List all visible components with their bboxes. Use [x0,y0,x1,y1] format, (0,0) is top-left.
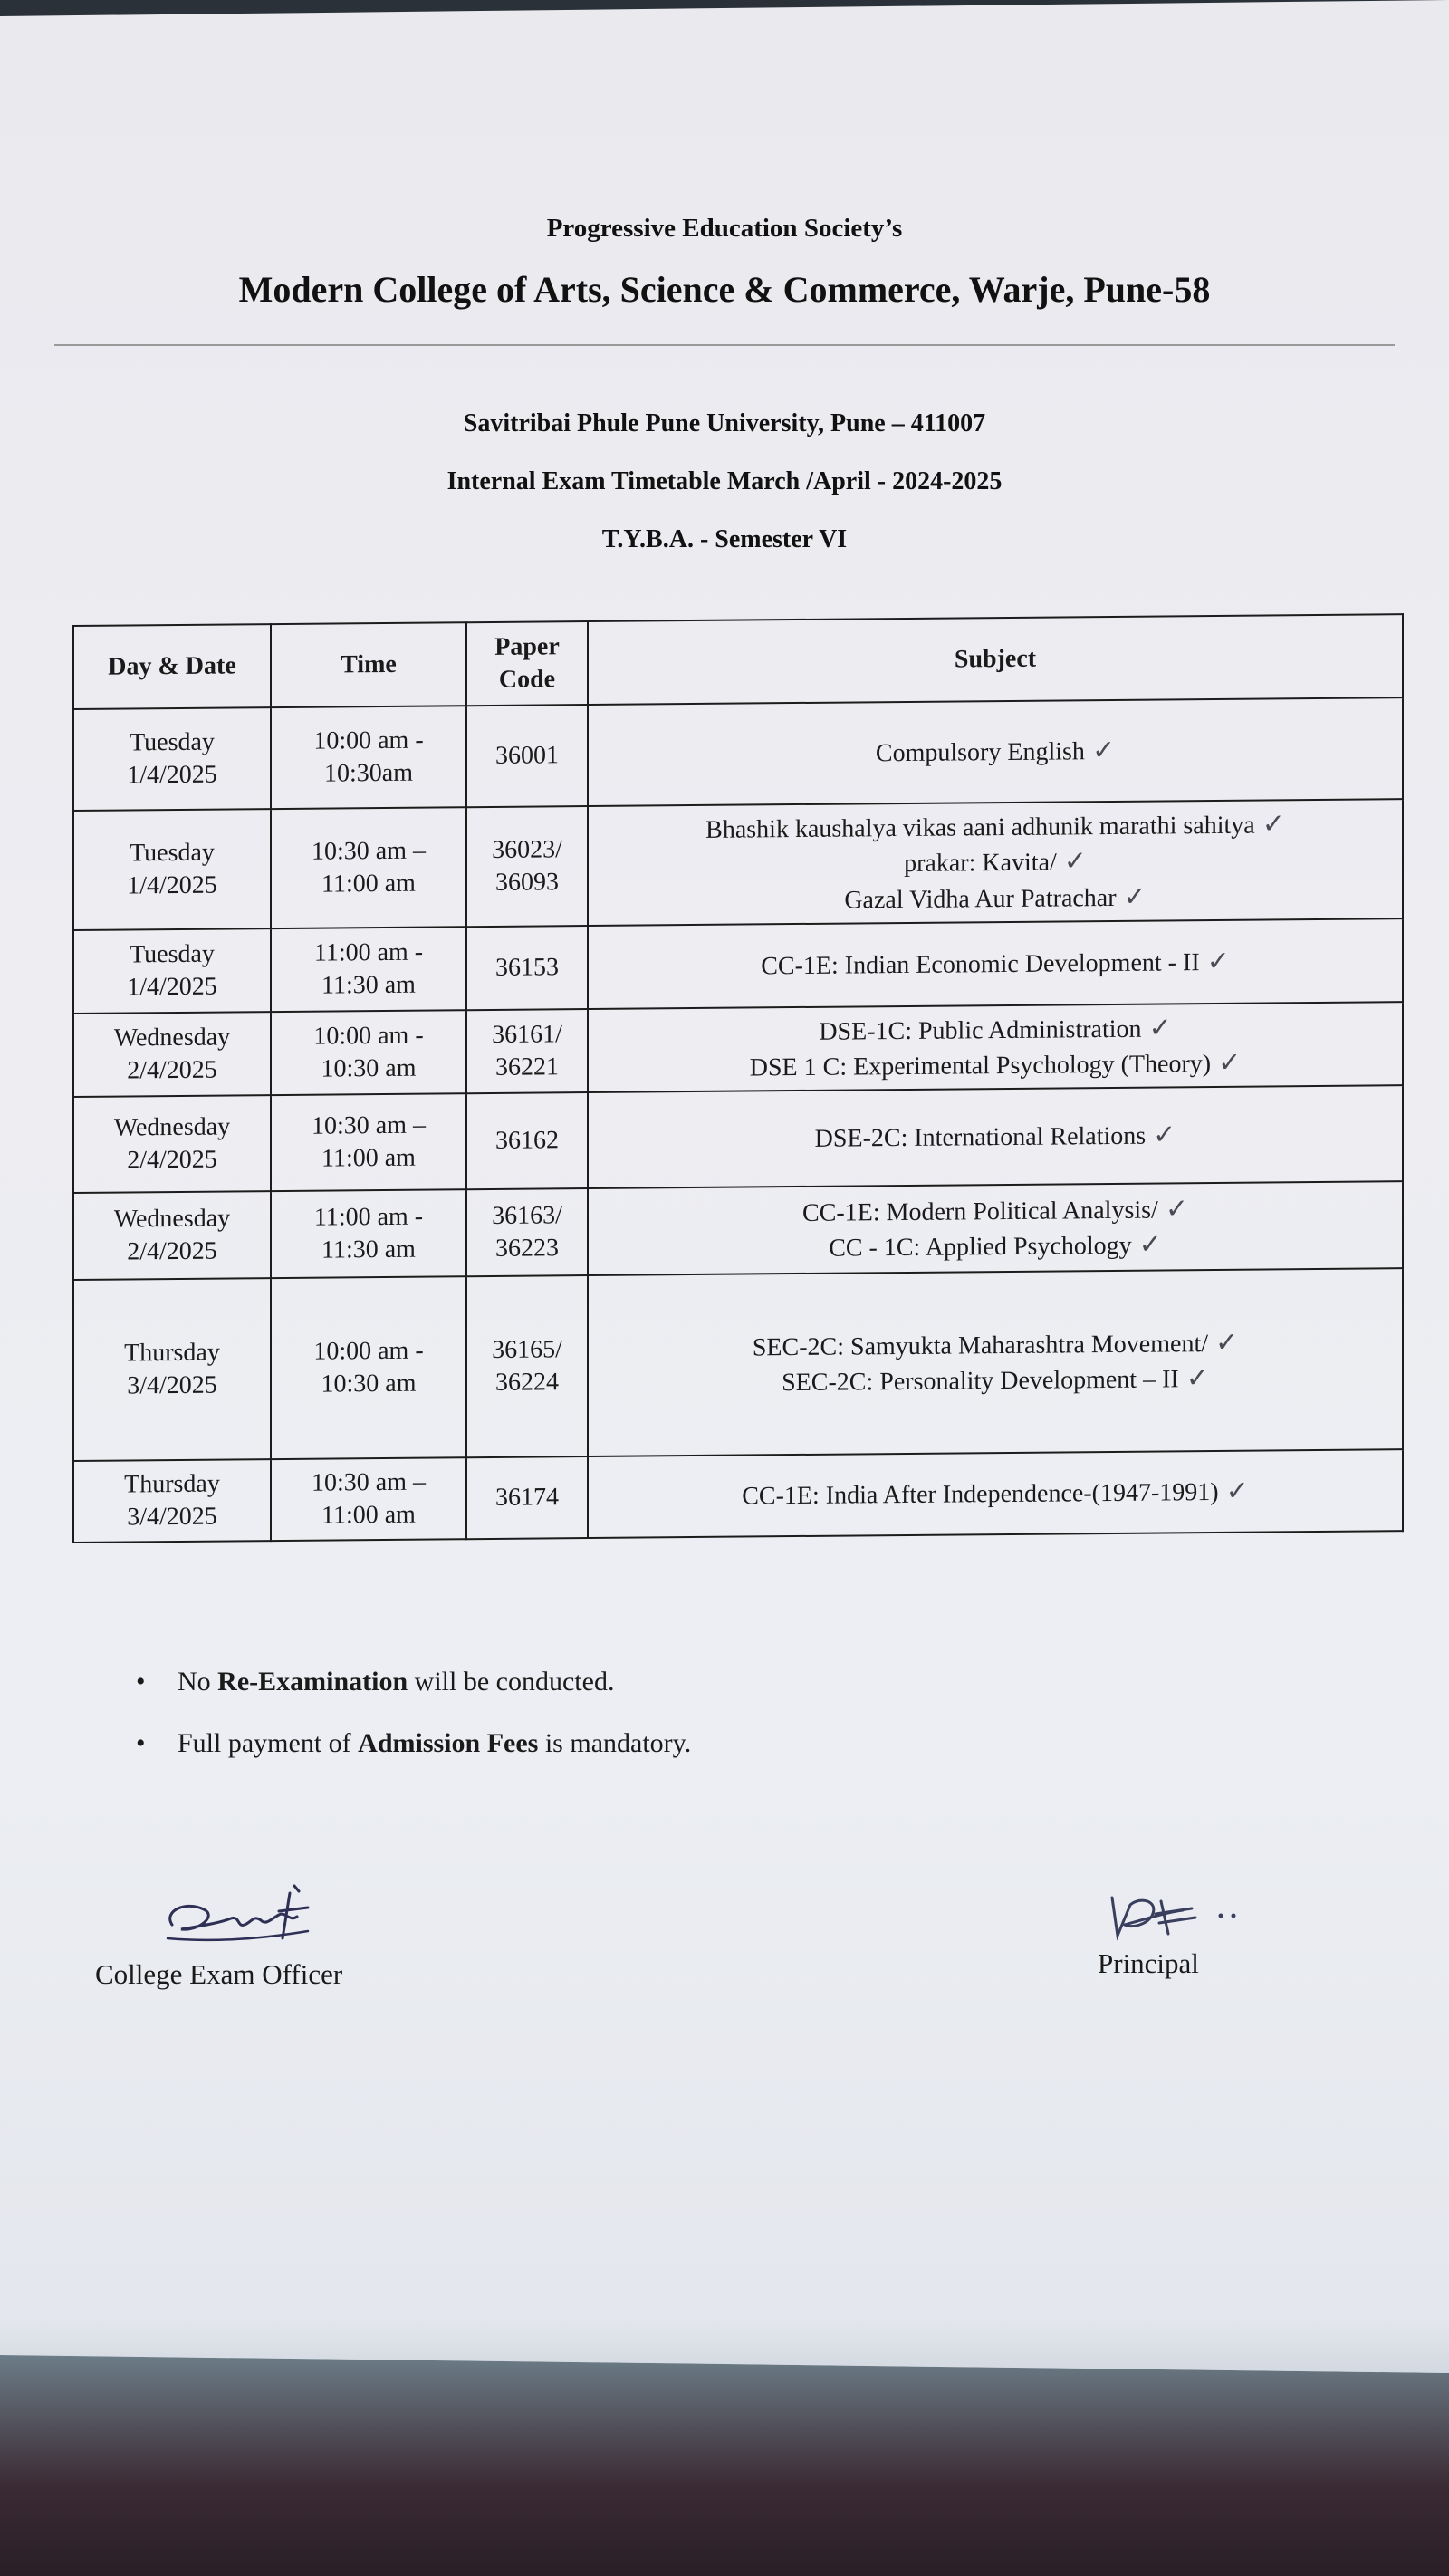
time-cell-line [277,724,460,758]
checkmark-icon: ✓ [1215,1327,1239,1358]
time-cell [271,1189,466,1278]
table-row [73,1085,1403,1193]
day-date-cell-text: Tuesday [130,939,215,969]
timetable [72,613,1404,1543]
time-cell-text: 10:00 am - [313,726,424,755]
subject-cell-text: SEC-2C: Samyukta Maharashtra Movement/ [752,1329,1208,1362]
subject-cell-line [594,1225,1396,1267]
paper-code-cell [466,1188,588,1276]
paper-code-cell-line [473,833,581,867]
timetable-table [72,613,1404,1543]
paper-code-cell-text: 36165/ [492,1334,562,1364]
table-body [73,697,1403,1543]
table-row [73,697,1403,811]
checkmark-icon: ✓ [1185,1363,1209,1394]
day-date-cell-text: Wednesday [113,1023,231,1053]
time-cell-line [277,1141,460,1176]
time-cell-text: 10:00 am - [313,1021,424,1051]
day-date-cell [73,1191,271,1280]
subject-cell-text: CC-1E: India After Independence-(1947-1991) [742,1478,1219,1511]
subject-cell-line [594,877,1396,919]
subject-cell-text: DSE 1 C: Experimental Psychology (Theory) [749,1050,1212,1082]
day-date-cell-line [80,1235,264,1269]
subject-cell-text: Gazal Vidha Aur Patrachar [844,883,1117,915]
checkmark-icon: ✓ [1063,846,1087,877]
time-cell-line [277,867,460,901]
day-date-cell-line [80,1467,264,1502]
bullet-icon: • [136,1667,146,1697]
subject-cell-text: DSE-1C: Public Administration [819,1014,1142,1046]
subject-cell [588,1181,1403,1275]
paper-code-cell-text: 36224 [495,1368,559,1397]
paper-code-cell-line [473,1232,581,1265]
subject-cell-text: Compulsory English [875,737,1085,768]
time-cell-text: 10:30 am – [312,1110,426,1140]
paper-code-cell-text: 36153 [495,953,559,982]
time-cell-line [277,1498,460,1533]
time-cell-line [277,968,460,1003]
checkmark-icon: ✓ [1138,1229,1162,1260]
table-row [73,1181,1403,1280]
time-cell-text: 10:30 am [321,1369,417,1399]
time-cell-text: 10:30 am [321,1053,417,1083]
day-date-cell-line [80,1202,264,1236]
subject-cell [588,1449,1403,1538]
day-date-cell-text: 2/4/2025 [127,1236,217,1266]
time-cell-line [277,1367,460,1401]
day-date-cell-line [80,836,264,870]
time-cell [271,706,466,809]
time-cell-text: 10:30 am – [312,1467,426,1497]
checkmark-icon: ✓ [1206,947,1230,977]
time-cell [271,1093,466,1191]
time-cell-text: 10:30am [324,758,413,788]
day-date-cell-text: Thursday [124,1469,220,1499]
paper-code-cell [466,1456,588,1539]
paper-code-cell-line [473,1124,581,1158]
checkmark-icon: ✓ [1148,1013,1172,1043]
time-cell [271,1010,466,1095]
header-day-date: Day & Date [73,624,271,709]
checkmark-icon: ✓ [1225,1475,1249,1507]
subject-cell-text: prakar: Kavita/ [904,848,1057,879]
day-date-cell-text: Wednesday [113,1112,231,1142]
subject-cell [588,697,1403,806]
day-date-cell [73,809,271,930]
note-text: No [178,1667,218,1697]
paper-code-cell-line [473,1051,581,1084]
time-cell [271,927,466,1012]
note-text: Full payment of [178,1728,359,1758]
time-cell-text: 11:00 am - [313,937,424,967]
checkmark-icon: ✓ [1262,809,1285,840]
bullet-icon: • [136,1728,146,1758]
day-date-cell-text: Thursday [124,1338,220,1368]
table-row [73,1268,1403,1461]
time-cell-line [277,756,460,791]
principal-signature [1105,1889,1286,1952]
checkmark-icon: ✓ [1123,881,1147,912]
subject-cell-text: SEC-2C: Personality Development – II [782,1365,1179,1398]
subject-cell-line [594,1043,1396,1086]
subject-cell [588,1268,1403,1456]
day-date-cell [73,1095,271,1193]
paper-code-cell-text: 36001 [495,741,559,770]
subject-cell-line [594,1473,1396,1515]
paper-code-cell-text: 36221 [495,1053,559,1081]
note-bold: Admission Fees [358,1728,539,1758]
day-date-cell-text: Tuesday [130,838,215,868]
checkmark-icon: ✓ [1091,735,1116,766]
paper-code-cell [466,1275,588,1457]
subject-cell-line [594,731,1396,774]
day-date-cell-line [80,1143,264,1177]
time-cell-text: 11:30 am [321,970,416,1000]
header-paper-code: Paper Code [466,621,588,706]
day-date-cell [73,1459,271,1543]
time-cell-line [277,1109,460,1143]
paper-code-cell-text: 36023/ [492,834,562,864]
subject-cell-line [594,1116,1396,1158]
university-name: Savitribai Phule Pune University, Pune – 411007 [463,409,986,437]
note-text: is mandatory. [538,1728,692,1758]
paper-code-cell-text: 36161/ [492,1019,562,1049]
time-cell-text: 11:00 am [321,1500,416,1530]
day-date-cell [73,928,271,1014]
day-date-cell-line [80,1369,264,1403]
paper-code-cell-text: 36162 [495,1126,559,1155]
paper-code-cell [466,806,588,927]
paper-code-cell-text: 36093 [495,868,559,897]
paper-code-cell-text: 36163/ [492,1200,562,1230]
day-date-cell [73,707,271,811]
note-text: will be conducted. [408,1667,615,1697]
day-date-cell-text: 3/4/2025 [127,1370,217,1400]
paper-code-cell-line [473,951,581,985]
paper-code-cell-text: 36174 [495,1483,559,1512]
paper-code-cell-line [473,1333,581,1367]
day-date-cell-text: 3/4/2025 [127,1502,217,1532]
subject-cell [588,799,1403,926]
note-item [136,1728,691,1759]
checkmark-icon: ✓ [1153,1120,1176,1150]
principal-label: Principal [1098,1947,1199,1979]
exam-title: Internal Exam Timetable March /April - 2024-2025 [446,467,1003,495]
day-date-cell-text: 2/4/2025 [127,1055,217,1085]
day-date-cell-text: 2/4/2025 [127,1145,217,1175]
paper-code-cell [466,1009,588,1093]
time-cell-line [277,1233,460,1267]
day-date-cell-line [80,758,264,793]
day-date-cell-line [80,970,264,1004]
header-subject: Subject [588,614,1403,705]
table-row [73,1449,1403,1543]
day-date-cell-text: 1/4/2025 [127,760,217,790]
subject-cell-text: CC-1E: Indian Economic Development - II [761,948,1200,981]
day-date-cell-line [80,869,264,903]
exam-officer-signature [154,1875,335,1956]
background-surface [0,2355,1449,2576]
table-row [73,918,1403,1014]
table-row [73,799,1403,930]
day-date-cell-line [80,1021,264,1055]
paper-code-cell-line [473,739,581,773]
subject-cell-line [594,1359,1396,1401]
note-bold: Re-Examination [217,1667,408,1697]
day-date-cell-text: 1/4/2025 [127,870,217,900]
society-name: Progressive Education Society’s [546,214,903,243]
day-date-cell-line [80,937,264,972]
time-cell-line [277,1466,460,1500]
paper-code-cell-line [473,1481,581,1514]
subject-cell [588,1002,1403,1092]
table-row [73,1002,1403,1097]
time-cell-text: 11:00 am - [313,1202,424,1232]
paper-code-cell-line [473,1366,581,1399]
checkmark-icon: ✓ [1165,1193,1188,1225]
paper-code-cell [466,1092,588,1189]
time-cell [271,1457,466,1541]
paper-code-cell-text: 36223 [495,1234,559,1263]
college-name: Modern College of Arts, Science & Commerce, Warje, Pune-58 [238,269,1211,310]
subject-cell [588,1085,1403,1188]
time-cell-text: 10:00 am - [313,1336,424,1366]
paper-code-cell-line [473,1199,581,1233]
time-cell [271,1276,466,1459]
subject-cell-text: CC - 1C: Applied Psychology [829,1231,1132,1263]
header-divider [54,344,1395,346]
time-cell-line [277,1052,460,1086]
paper-code-cell-line [473,866,581,899]
day-date-cell-text: Tuesday [130,727,215,757]
paper-code-cell [466,926,588,1010]
paper-code-cell-line [473,1018,581,1052]
day-date-cell [73,1012,271,1097]
semester-title: T.Y.B.A. - Semester VI [601,525,848,553]
note-item [136,1667,691,1697]
time-cell-line [277,1200,460,1235]
day-date-cell [73,1278,271,1461]
subject-cell-line [594,805,1396,848]
exam-officer-label: College Exam Officer [95,1958,343,1990]
day-date-cell-text: Wednesday [113,1204,231,1234]
subject-cell-line [594,943,1396,985]
header-time: Time [271,622,466,707]
subject-cell-text: CC-1E: Modern Political Analysis/ [802,1196,1158,1227]
time-cell-text: 11:00 am [321,1143,416,1173]
time-cell-text: 11:30 am [321,1235,416,1264]
day-date-cell-line [80,1336,264,1370]
time-cell-text: 10:30 am – [312,836,426,866]
time-cell [271,807,466,928]
time-cell-line [277,834,460,869]
checkmark-icon: ✓ [1218,1047,1242,1078]
day-date-cell-line [80,1500,264,1534]
day-date-cell-line [80,1110,264,1145]
time-cell-line [277,1019,460,1053]
day-date-cell-line [80,726,264,760]
day-date-cell-text: 1/4/2025 [127,972,217,1002]
day-date-cell-line [80,1053,264,1088]
subject-cell [588,918,1403,1009]
subject-cell-text: DSE-2C: International Relations [814,1121,1147,1154]
time-cell-text: 11:00 am [321,869,416,899]
subject-cell-text: Bhashik kaushalya vikas aani adhunik marathi sahitya [705,811,1255,844]
time-cell-line [277,936,460,970]
notes-list [136,1667,691,1790]
table-header-row [73,614,1403,709]
time-cell-line [277,1334,460,1369]
paper-code-cell [466,705,588,807]
